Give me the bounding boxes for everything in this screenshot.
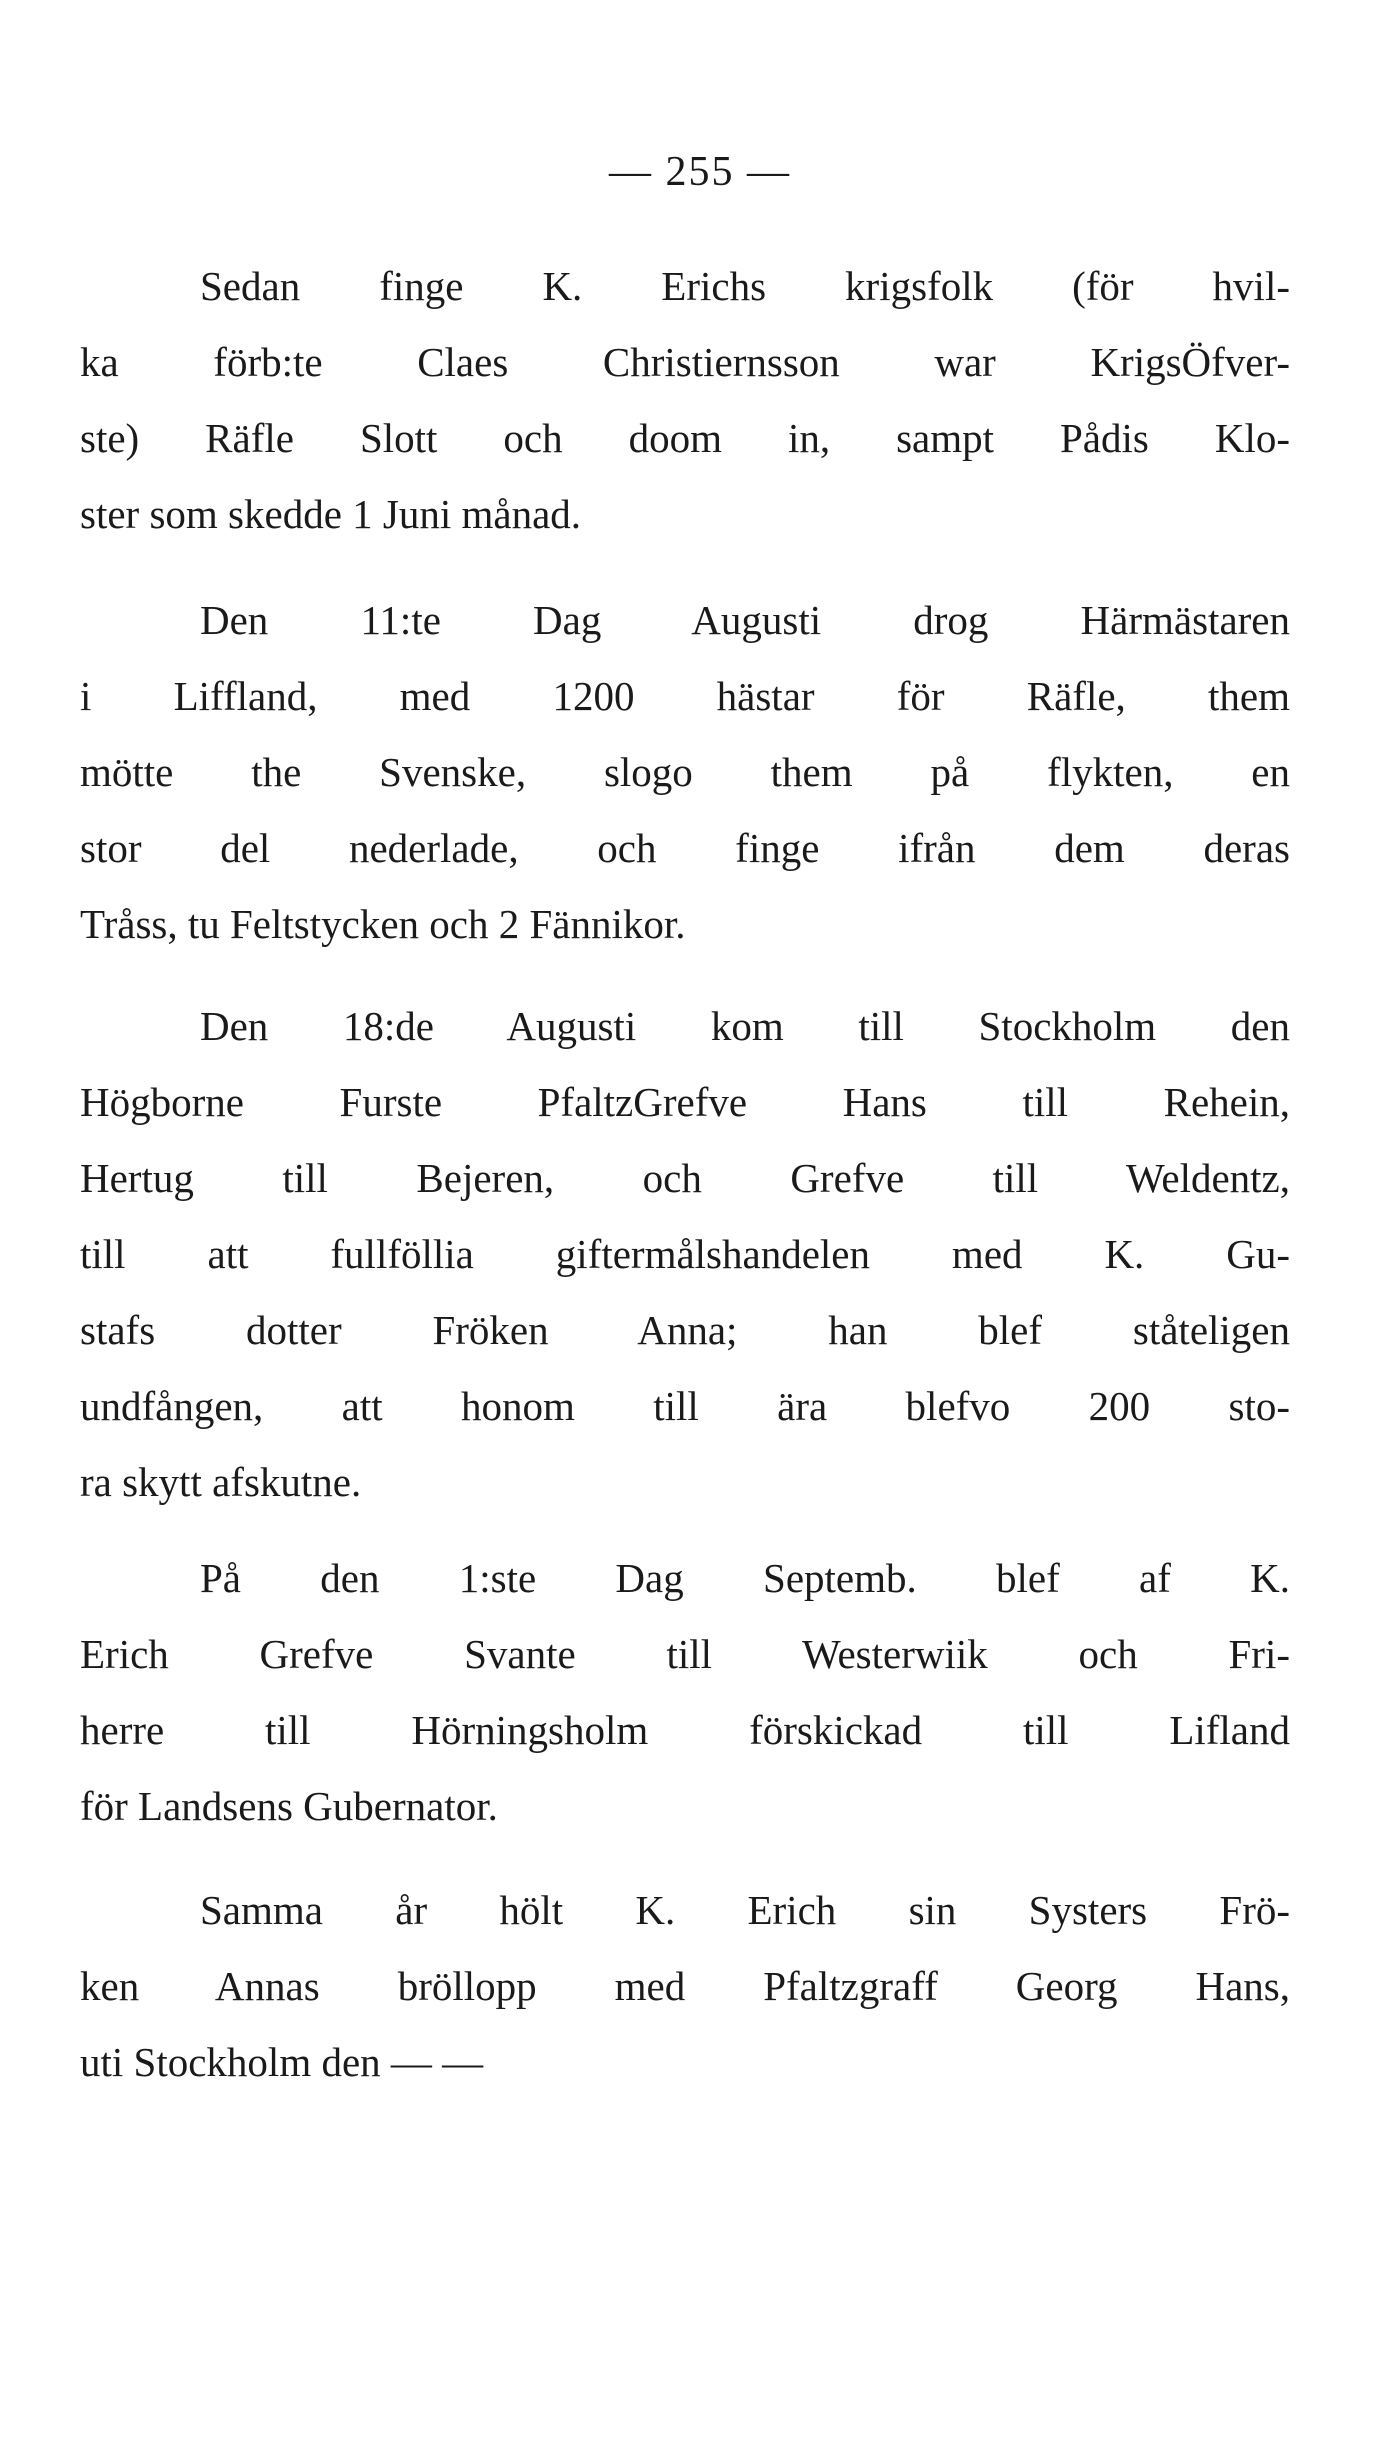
paragraph-3 bbox=[80, 988, 1290, 1520]
text-line: Hertug till Bejeren, och Grefve till Weldentz, bbox=[80, 1155, 1290, 1201]
text-line: stor del nederlade, och finge ifrån dem deras bbox=[80, 825, 1290, 871]
text-line: Samma år hölt K. Erich sin Systers Frö- bbox=[200, 1887, 1290, 1933]
text-line: Sedan finge K. Erichs krigsfolk (för hvil- bbox=[200, 263, 1290, 309]
text-line: ka förb:te Claes Christiernsson war KrigsÖfver- bbox=[80, 339, 1290, 385]
text-line: Den 18:de Augusti kom till Stockholm den bbox=[200, 1003, 1290, 1049]
text-line: i Liffland, med 1200 hästar för Räfle, them bbox=[80, 673, 1290, 719]
paragraph-2 bbox=[80, 582, 1290, 962]
text-line: för Landsens Gubernator. bbox=[80, 1783, 498, 1829]
text-line: På den 1:ste Dag Septemb. blef af K. bbox=[200, 1555, 1290, 1601]
text-line: stafs dotter Fröken Anna; han blef ståteligen bbox=[80, 1307, 1290, 1353]
text-line: ster som skedde 1 Juni månad. bbox=[80, 491, 582, 537]
paragraph-5 bbox=[80, 1872, 1290, 2100]
paragraph-1 bbox=[80, 248, 1290, 552]
text-line: mötte the Svenske, slogo them på flykten, en bbox=[80, 749, 1290, 795]
text-line: ra skytt afskutne. bbox=[80, 1459, 362, 1505]
text-line: Högborne Furste PfaltzGrefve Hans till Rehein, bbox=[80, 1079, 1290, 1125]
page-number-header: — 255 — bbox=[609, 149, 791, 195]
paragraph-4 bbox=[80, 1540, 1290, 1844]
text-line: ken Annas bröllopp med Pfaltzgraff Georg Hans, bbox=[80, 1963, 1290, 2009]
text-line: Erich Grefve Svante till Westerwiik och Fri- bbox=[80, 1631, 1290, 1677]
text-line: herre till Hörningsholm förskickad till Lifland bbox=[80, 1707, 1290, 1753]
text-line: undfången, att honom till ära blefvo 200 sto- bbox=[80, 1383, 1290, 1429]
text-line: Tråss, tu Feltstycken och 2 Fännikor. bbox=[80, 901, 686, 947]
text-line: ste) Räfle Slott och doom in, sampt Pådis Klo- bbox=[80, 415, 1290, 461]
text-line: Den 11:te Dag Augusti drog Härmästaren bbox=[200, 597, 1290, 643]
text-line: till att fullföllia giftermålshandelen med K. Gu- bbox=[80, 1231, 1290, 1277]
text-line: uti Stockholm den — — bbox=[80, 2039, 484, 2085]
